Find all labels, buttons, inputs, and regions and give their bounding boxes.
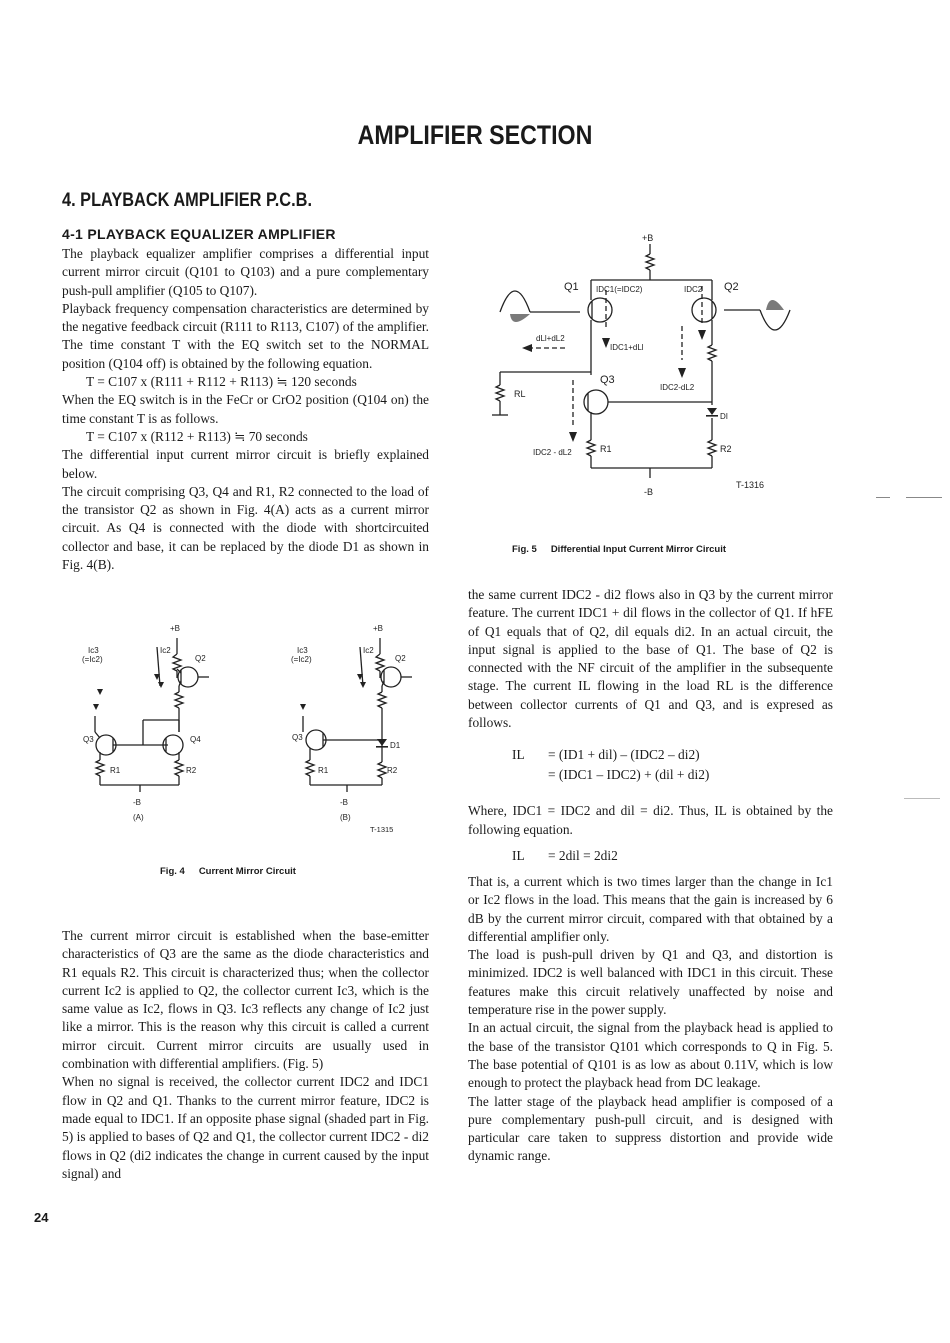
fig4-title: Current Mirror Circuit — [198, 866, 296, 877]
fig4a-vplus-label: +B — [170, 624, 181, 633]
scan-mark — [906, 497, 942, 498]
fig5-idc1-label: IDC1(=IDC2) — [596, 285, 643, 294]
right-column — [468, 586, 833, 1166]
paragraph: The differential input current mirror circuit is briefly explained below. — [62, 447, 429, 481]
equation-line: = 2dil = 2di2 — [548, 847, 618, 863]
paragraph: That is, a current which is two times larger than the change in Ic1 or Ic2 flows in the load. This means that the gain is increased by 6 dB by the current mirror circuit, compared with that obtained by a differential amplifier only. — [468, 873, 833, 944]
scan-mark — [904, 798, 940, 799]
fig5-q1-label: Q1 — [564, 281, 579, 293]
paragraph: When no signal is received, the collector current IDC2 and IDC1 flow in Q2 and Q1. Thanks to the current mirror feature, IDC2 is made equal to IDC1. If an opposite phase signal (shaded part in Fig. 5) is applied to bases of Q2 and Q1, the collector current IDC2 - di2 flows in Q2 (di2 indicates the change in current caused by the input signal) and — [62, 1074, 429, 1181]
fig4b-vplus-label: +B — [373, 624, 384, 633]
fig4-diagram — [60, 620, 430, 850]
fig5-q3-label: Q3 — [600, 374, 615, 386]
fig4a-label: (A) — [133, 813, 144, 822]
fig5-idc2-di2-label: IDC2-dL2 — [660, 383, 695, 392]
fig4a-vminus-label: -B — [133, 798, 141, 807]
subsection-title: 4. PLAYBACK AMPLIFIER P.C.B. — [62, 190, 312, 211]
il-equation — [468, 746, 833, 786]
equation: T = C107 x (R112 + R113) ≒ 70 seconds — [86, 428, 308, 444]
il-result-equation — [468, 847, 833, 867]
paragraph: The playback equalizer amplifier comprises a differential input current mirror circuit (Q101 to Q103) and a pure complementary push-pull amplifier (Q105 to Q107). — [62, 246, 429, 298]
equation-line: = (ID1 + dil) – (IDC2 – di2) — [548, 747, 700, 763]
section-heading: 4-1 PLAYBACK EQUALIZER AMPLIFIER — [62, 226, 336, 242]
page-number: 24 — [34, 1210, 49, 1225]
fig4a-q2-label: Q2 — [195, 654, 206, 663]
equation: T = C107 x (R111 + R112 + R113) ≒ 120 seconds — [86, 374, 357, 390]
paragraph: In an actual circuit, the signal from the playback head is applied to the base of the transistor Q101 which corresponds to Q in Fig. 5. The base potential of Q101 is as low as about 0.11V, which is low enough to protect the playback head from DC leakage. — [468, 1020, 833, 1091]
paragraph: The circuit comprising Q3, Q4 and R1, R2 connected to the load of the transistor Q2 as shown in Fig. 4(A) acts as a current mirror circuit. As Q4 is connected with the diode with shortcircuited collector and base, it can be replaced by the diode D1 as shown in Fig. 4(B). — [62, 483, 429, 573]
fig5-r2-label: R2 — [720, 444, 732, 454]
fig4b-label: (B) — [340, 813, 351, 822]
fig5-rl-label: RL — [514, 389, 526, 399]
fig4a-ic2-label: Ic2 — [160, 646, 171, 655]
fig4-number: Fig. 4 — [160, 866, 185, 877]
scan-mark — [876, 497, 890, 498]
fig5-q2-label: Q2 — [724, 281, 739, 293]
fig5-idc2-di2-b-label: IDC2 - dL2 — [533, 448, 572, 457]
fig5-code: T-1316 — [736, 480, 765, 490]
equation-line: = (IDC1 – IDC2) + (dil + di2) — [548, 767, 710, 783]
fig4-caption — [160, 866, 296, 877]
fig5-idc2-label: IDC2 — [684, 285, 703, 294]
fig5-title: Differential Input Current Mirror Circuit — [550, 544, 727, 555]
fig5-caption — [512, 544, 726, 555]
paragraph: The current mirror circuit is established when the base-emitter characteristics of Q3 are the same as the diode characteristics and R1 equals R2. This circuit is characterized thus; when the collector current Ic2 is applied to Q2, the collector current Ic3, which is the same value as Ic2, flows in Q3. Ic3 reflects any change of Ic2 just like a mirror. This is the reason why this circuit is called a current mirror circuit. Current mirror circuits are usually used in combination with differential amplifiers. (Fig. 5) — [62, 928, 429, 1072]
fig5-idc1-dil-label: IDC1+dLl — [610, 343, 644, 352]
fig4b-q3-label: Q3 — [292, 733, 303, 742]
paragraph: Playback frequency compensation characteristics are determined by the negative feedback circuit (R111 to R113, C107) of the amplifier. The time constant T with the EQ switch set to the NORMAL position (Q104 off) is obtained by the following equation. — [62, 300, 429, 371]
fig5-d1-label: DI — [720, 412, 728, 421]
left-column-bottom — [62, 927, 429, 1183]
paragraph: When the EQ switch is in the FeCr or CrO2 position (Q104 on) the time constant T is as follows. — [62, 392, 429, 426]
fig4b-r1-label: R1 — [318, 766, 329, 775]
il-symbol: IL — [512, 747, 525, 763]
fig4b-ic2-label: Ic2 — [363, 646, 374, 655]
page-title: AMPLIFIER SECTION — [357, 120, 593, 150]
fig4a-ic3-label: Ic3 — [88, 646, 99, 655]
left-column-top — [62, 245, 429, 574]
fig4a-r1-label: R1 — [110, 766, 121, 775]
paragraph: Where, IDC1 = IDC2 and dil = di2. Thus, IL is obtained by the following equation. — [468, 803, 833, 837]
fig4a-r2-label: R2 — [186, 766, 197, 775]
paragraph: The latter stage of the playback head amplifier is composed of a pure complementary push-pull circuit, and is designed with particular care taken to suppress distortion and provide wide dynamic range. — [468, 1093, 833, 1164]
fig4b-d1-label: D1 — [390, 741, 401, 750]
fig4b-vminus-label: -B — [340, 798, 348, 807]
fig4b-ic3-label: Ic3 — [297, 646, 308, 655]
fig4-code: T-1315 — [370, 825, 394, 834]
paragraph: The load is push-pull driven by Q1 and Q3, and distortion is minimized. IDC2 is well balanced with IDC1 in this circuit. These features make this circuit relatively unaffected by noise and temperature rise in the power supply. — [468, 947, 833, 1018]
fig4b-r2-label: R2 — [387, 766, 398, 775]
fig5-vminus-label: -B — [644, 487, 653, 497]
il-symbol: IL — [512, 847, 525, 863]
fig5-vplus-label: +B — [642, 233, 654, 243]
fig5-r1-label: R1 — [600, 444, 612, 454]
fig4b-q2-label: Q2 — [395, 654, 406, 663]
fig4a-q4-label: Q4 — [190, 735, 201, 744]
fig5-diagram — [470, 230, 830, 505]
fig5-number: Fig. 5 — [512, 544, 537, 555]
fig4a-ic3-eq-label: (=Ic2) — [82, 655, 103, 664]
fig5-dil-di2-label: dLl+dL2 — [536, 334, 565, 343]
fig4a-q3-label: Q3 — [83, 735, 94, 744]
fig4b-ic3-eq-label: (=Ic2) — [291, 655, 312, 664]
paragraph: the same current IDC2 - di2 flows also in Q3 by the current mirror feature. The current IDC1 + dil flows in the collector of Q1. If hFE of Q1 equals that of Q2, dil equals di2. In an actual circuit, the input signal is applied to the base of Q1. The base of Q2 is connected with the NF circuit of the amplifier in the subsequente stage. The current IL flowing in the load RL is the difference between collector currents of Q1 and Q3, and is expresed as follows. — [468, 587, 833, 731]
